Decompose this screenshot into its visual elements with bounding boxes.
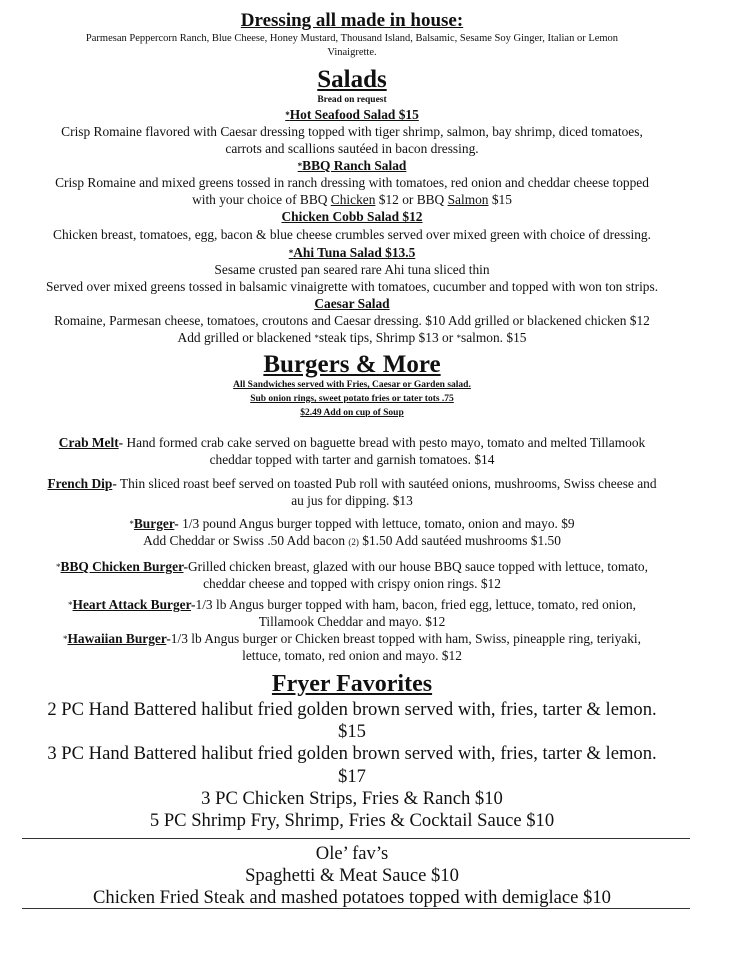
caesar-salad-desc-2: Add grilled or blackened *steak tips, Shrimp $13 or *salmon. $15 [177, 330, 527, 345]
fryer-line-1: 2 PC Hand Battered halibut fried golden brown served with, fries, tarter & lemon. [47, 699, 657, 720]
burgers-note-3: $2.49 Add on cup of Soup [300, 408, 404, 418]
crab-melt-line-2: cheddar topped with tarter and garnish tomatoes. $14 [209, 452, 495, 467]
fryer-line-5: 3 PC Chicken Strips, Fries & Ranch $10 [201, 788, 503, 809]
hot-seafood-salad-desc-2: carrots and scallions sautéed in bacon dressing. [225, 141, 479, 156]
fryer-line-2: $15 [338, 721, 366, 742]
burgers-note-1: All Sandwiches served with Fries, Caesar or Garden salad. [233, 380, 471, 390]
ole-favs-line-2: Chicken Fried Steak and mashed potatoes topped with demiglace $10 [93, 887, 611, 908]
heart-attack-burger-line-1: *Heart Attack Burger-1/3 lb Angus burger topped with ham, bacon, fried egg, lettuce, tomato, red onion, [68, 597, 636, 612]
ahi-tuna-salad-name: *Ahi Tuna Salad $13.5 [288, 245, 416, 260]
ole-favs-line-1: Spaghetti & Meat Sauce $10 [245, 865, 459, 886]
burgers-title: Burgers & More [263, 351, 441, 378]
ahi-tuna-salad-desc-2: Served over mixed greens tossed in balsamic vinaigrette with tomatoes, cucumber and topped with won ton strips. [45, 279, 659, 294]
divider-top [22, 838, 690, 839]
chicken-cobb-salad-desc: Chicken breast, tomatoes, egg, bacon & blue cheese crumbles served over mixed green with choice of dressing. [53, 227, 651, 242]
salads-note: Bread on request [317, 95, 387, 105]
dressing-title: Dressing all made in house: [240, 10, 464, 31]
hawaiian-burger-line-2: lettuce, tomato, red onion and mayo. $12 [242, 648, 462, 663]
divider-bottom [22, 908, 690, 909]
dressing-list-line-2: Vinaigrette. [327, 47, 377, 58]
salads-title: Salads [317, 66, 387, 93]
bbq-chicken-burger-line-1: *BBQ Chicken Burger-Grilled chicken breast, glazed with our house BBQ sauce topped with lettuce, tomato, [56, 559, 648, 574]
crab-melt-line-1: Crab Melt- Hand formed crab cake served on baguette bread with pesto mayo, tomato and melted Tillamook [58, 435, 646, 450]
caesar-salad-desc-1: Romaine, Parmesan cheese, tomatoes, croutons and Caesar dressing. $10 Add grilled or blackened chicken $12 [54, 313, 650, 328]
hawaiian-burger-line-1: *Hawaiian Burger-1/3 lb Angus burger or Chicken breast topped with ham, Swiss, pineapple ring, teriyaki, [62, 631, 641, 646]
fryer-line-4: $17 [338, 766, 366, 787]
french-dip-line-1: French Dip- Thin sliced roast beef served on toasted Pub roll with sautéed onions, mushrooms, Swiss cheese and [47, 476, 657, 491]
dressing-list-line-1: Parmesan Peppercorn Ranch, Blue Cheese, Honey Mustard, Thousand Island, Balsamic, Sesame Soy Ginger, Italian or Lemon [85, 33, 619, 44]
hot-seafood-salad-desc-1: Crisp Romaine flavored with Caesar dressing topped with tiger shrimp, salmon, bay shrimp, diced tomatoes, [61, 124, 643, 139]
burger-line-2: Add Cheddar or Swiss .50 Add bacon (2) $1.50 Add sautéed mushrooms $1.50 [143, 533, 561, 548]
bbq-ranch-salad-desc-1: Crisp Romaine and mixed greens tossed in ranch dressing with tomatoes, red onion and cheddar cheese topped [55, 175, 649, 190]
burgers-note-2: Sub onion rings, sweet potato fries or tater tots .75 [250, 394, 454, 404]
caesar-salad-name: Caesar Salad [314, 296, 390, 311]
bbq-ranch-salad-name: *BBQ Ranch Salad [297, 158, 407, 173]
chicken-cobb-salad-name: Chicken Cobb Salad $12 [281, 209, 423, 224]
french-dip-line-2: au jus for dipping. $13 [291, 493, 413, 508]
fryer-line-3: 3 PC Hand Battered halibut fried golden brown served with, fries, tarter & lemon. [47, 743, 657, 764]
fryer-line-6: 5 PC Shrimp Fry, Shrimp, Fries & Cocktail Sauce $10 [149, 810, 555, 831]
bbq-ranch-salad-desc-2: with your choice of BBQ Chicken $12 or BBQ Salmon $15 [192, 192, 512, 207]
hot-seafood-salad-name: *Hot Seafood Salad $15 [285, 107, 419, 122]
ole-favs-title: Ole’ fav’s [315, 843, 389, 864]
ahi-tuna-salad-desc-1: Sesame crusted pan seared rare Ahi tuna sliced thin [214, 262, 490, 277]
heart-attack-burger-line-2: Tillamook Cheddar and mayo. $12 [258, 614, 446, 629]
bbq-chicken-burger-line-2: cheddar cheese and topped with crispy onion rings. $12 [203, 576, 501, 591]
fryer-title: Fryer Favorites [271, 671, 433, 697]
burger-line-1: *Burger- 1/3 pound Angus burger topped with lettuce, tomato, onion and mayo. $9 [129, 516, 575, 531]
